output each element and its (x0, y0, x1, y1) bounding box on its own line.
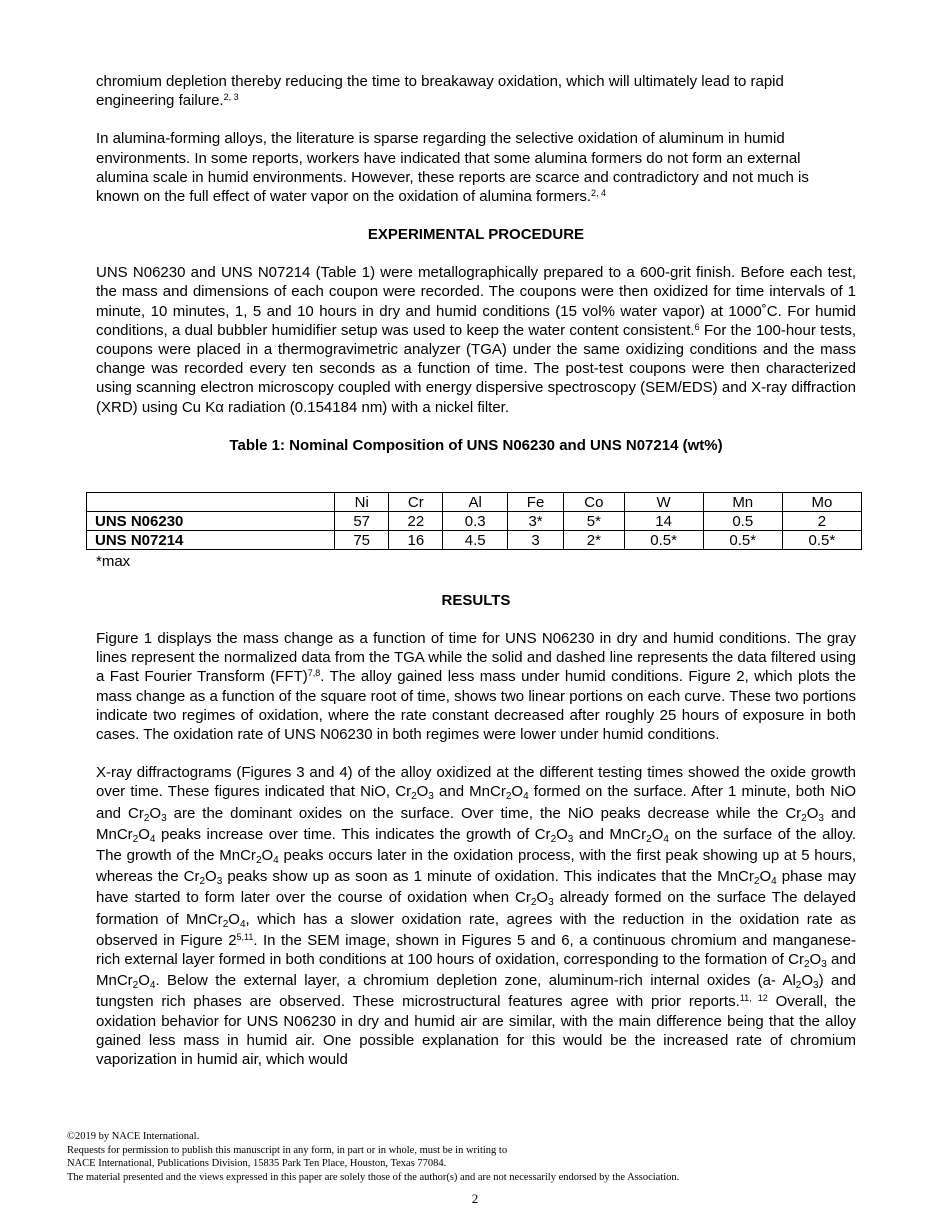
table-cell: 3 (507, 531, 563, 550)
composition-table (86, 492, 862, 550)
table-cell: 0.5* (782, 531, 861, 550)
page-number: 2 (471, 1191, 479, 1206)
table-header-row (87, 493, 862, 512)
footer-line: ©2019 by NACE International. (67, 1131, 200, 1142)
footer-line: The material presented and the views expressed in this paper are solely those of the author(s) and are not necessarily endorsed by the Association. (67, 1171, 680, 1183)
table-cell: 16 (389, 531, 443, 550)
results-paragraph-1: Figure 1 displays the mass change as a function of time for UNS N06230 in dry and humid conditions. The gray lines represent the normalized data from the TGA while the solid and dashed line represents the data filtered using a Fast Fourier Transform (FFT)$^{7,8}$. The alloy gained less mass under humid conditions. Figure 2, which plots the mass change as a function of the square root of time, shows two linear portions on each curve. These two portions indicate two regimes of oxidation, where the rate constant decreased after roughly 25 hours of exposure in both cases. The oxidation rate of UNS N06230 in both regimes were lower under humid conditions. (96, 630, 856, 744)
table-cell: 0.3 (443, 512, 508, 531)
table-header-cell: Mo (782, 493, 861, 512)
table-header-cell: W (624, 493, 703, 512)
table-cell: 2 (782, 512, 861, 531)
table-row (87, 531, 862, 550)
footer-line: NACE International, Publications Division, 15835 Park Ten Place, Houston, Texas 77084. (67, 1158, 447, 1170)
table-cell: 22 (389, 512, 443, 531)
table-header-cell: Al (443, 493, 508, 512)
table-cell: 0.5* (703, 531, 782, 550)
table-caption: Table 1: Nominal Composition of UNS N06230 and UNS N07214 (wt%) (229, 436, 723, 454)
table-header-cell: Mn (703, 493, 782, 512)
table-row (87, 512, 862, 531)
table-cell: 5* (564, 512, 624, 531)
page-body (96, 72, 856, 455)
table-cell: 0.5* (624, 531, 703, 550)
table-note: *max (96, 553, 131, 570)
table-row-header: UNS N07214 (87, 531, 335, 550)
table-header-cell: Cr (389, 493, 443, 512)
table-cell: 57 (335, 512, 389, 531)
table-cell: 75 (335, 531, 389, 550)
table-header-cell: Fe (507, 493, 563, 512)
table-header-cell: Co (564, 493, 624, 512)
table-cell: 4.5 (443, 531, 508, 550)
intro-paragraph-2: In alumina-forming alloys, the literature is sparse regarding the selective oxidation of aluminum in humid environments. In some reports, workers have indicated that some alumina formers do not form an external alumina scale in humid environments. However, these reports are scarce and contradictory and not much is known on the full effect of water vapor on the oxidation of alumina formers.$^{2, 4}$ (96, 130, 809, 206)
copyright-footer (67, 1130, 887, 1184)
results-heading: RESULTS (441, 592, 511, 609)
table-cell: 3* (507, 512, 563, 531)
table-row-header: UNS N06230 (87, 512, 335, 531)
results-paragraph-2: X-ray diffractograms (Figures 3 and 4) of the alloy oxidized at the different testing times showed the oxide growth over time. These figures indicated that NiO, $Cr_2O_3$ and $MnCr_2O_4$ formed on the surface. After 1 minute, both NiO and $Cr_2O_3$ are the dominant oxides on the surface. Over time, the NiO peaks decrease while the $Cr_2O_3$ and $MnCr_2O_4$ peaks increase over time. This indicates the growth of $Cr_2O_3$ and $MnCr_2O_4$ on the surface of the alloy. The growth of the $MnCr_2O_4$ peaks occurs later in the oxidation process, with the first peak showing up at 5 hours, whereas the $Cr_2O_3$ peaks show up as soon as 1 minute of oxidation. This indicates that the $MnCr_2O_4$ phase may have started to form later over the course of oxidation when $Cr_2O_3$ already formed on the surface The delayed formation of $MnCr_2O_4$, which has a slower oxidation rate, agrees with the reduction in the oxidation rate as observed in Figure 2$^{5,11}$. In the SEM image, shown in Figures 5 and 6, a continuous chromium and manganese-rich external layer formed in both conditions at 100 hours of oxidation, corresponding to the formation of $Cr_2O_3$ and $MnCr_2O_4$. Below the external layer, a chromium depletion zone, aluminum-rich internal oxides (a- $Al_2O_3$) and tungsten rich phases are observed. These microstructural features agree with prior reports.$^{11, 12}$ Overall, the oxidation behavior for UNS N06230 in dry and humid air are similar, with the main difference being that the alloy gained less mass in humid air. One possible explanation for this would be the increased rate of chromium vaporization in humid air, which would (96, 764, 857, 1069)
table-cell: 14 (624, 512, 703, 531)
table-cell: 0.5 (703, 512, 782, 531)
intro-paragraph-1: chromium depletion thereby reducing the time to breakaway oxidation, which will ultimately lead to rapid engineering failure.$^{2, 3}$ (96, 73, 784, 110)
results-section (96, 591, 856, 1069)
experimental-paragraph: UNS N06230 and UNS N07214 (Table 1) were metallographically prepared to a 600-grit finish. Before each test, the mass and dimensions of each coupon were recorded. The coupons were then oxidized for time intervals of 1 minute, 10 minutes, 1, 5 and 10 hours in dry and humid conditions (15 vol% water vapor) at 1000˚C. For humid conditions, a dual bubbler humidifier setup was used to keep the water content consistent.$^6$ For the 100-hour tests, coupons were placed in a thermogravimetric analyzer (TGA) under the same oxidizing conditions and the mass change was recorded every ten seconds as a function of time. The post-test coupons were then characterized using scanning electron microscopy coupled with energy dispersive spectroscopy (SEM/EDS) and X-ray diffraction (XRD) using Cu Kα radiation (0.154184 nm) with a nickel filter. (96, 264, 856, 416)
table-cell: 2* (564, 531, 624, 550)
table-header-cell (87, 493, 335, 512)
footer-line: Requests for permission to publish this manuscript in any form, in part or in whole, must be in writing to (67, 1144, 508, 1156)
experimental-heading: EXPERIMENTAL PROCEDURE (367, 226, 585, 244)
table-header-cell: Ni (335, 493, 389, 512)
